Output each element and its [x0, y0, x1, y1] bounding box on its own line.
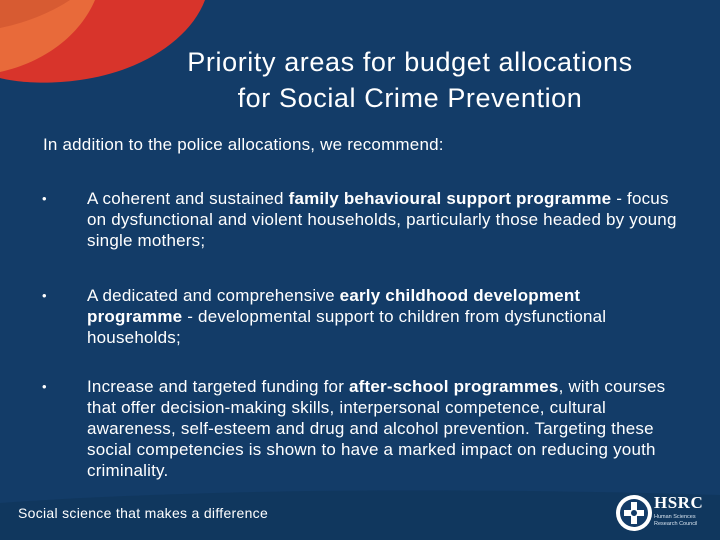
- bullet-item: [40, 285, 680, 348]
- bullet-marker: •: [42, 288, 47, 303]
- title-line-1: Priority areas for budget allocations: [187, 47, 633, 77]
- bullet-emphasis: after-school programmes: [348, 377, 559, 396]
- bullet-emphasis: family behavioural support programme: [288, 189, 612, 208]
- footer-tagline: Social science that makes a difference: [18, 505, 269, 521]
- title-line-2: for Social Crime Prevention: [237, 83, 583, 113]
- logo-subtitle: Human Sciences Research Council: [654, 514, 698, 527]
- slide-title: [110, 44, 710, 116]
- hsrc-emblem-icon: [614, 493, 654, 533]
- bullet-item: [40, 188, 680, 251]
- hsrc-logo: [614, 491, 714, 535]
- bullet-marker: •: [42, 379, 47, 394]
- bullet-text: Increase and targeted funding for after-school programmes, with courses that offer decision-making skills, interpersonal competence, cultural awareness, self-esteem and drug and alcohol prevention. Targeting these social competencies is shown to have a marked impact on reducing youth criminality.: [87, 377, 666, 480]
- bullet-text: A dedicated and comprehensive early childhood development programme - developmental support to children from dysfunctional households;: [87, 286, 607, 347]
- bullet-marker: •: [42, 191, 47, 206]
- intro-text: In addition to the police allocations, we recommend:: [43, 135, 444, 154]
- bullet-emphasis: early childhood development programme: [87, 286, 581, 326]
- bullet-item: [40, 376, 680, 481]
- bullet-list: [40, 188, 680, 515]
- bullet-text: A coherent and sustained family behavioural support programme - focus on dysfunctional and violent households, particularly those headed by young single mothers;: [87, 189, 677, 250]
- logo-name: HSRC: [654, 493, 704, 512]
